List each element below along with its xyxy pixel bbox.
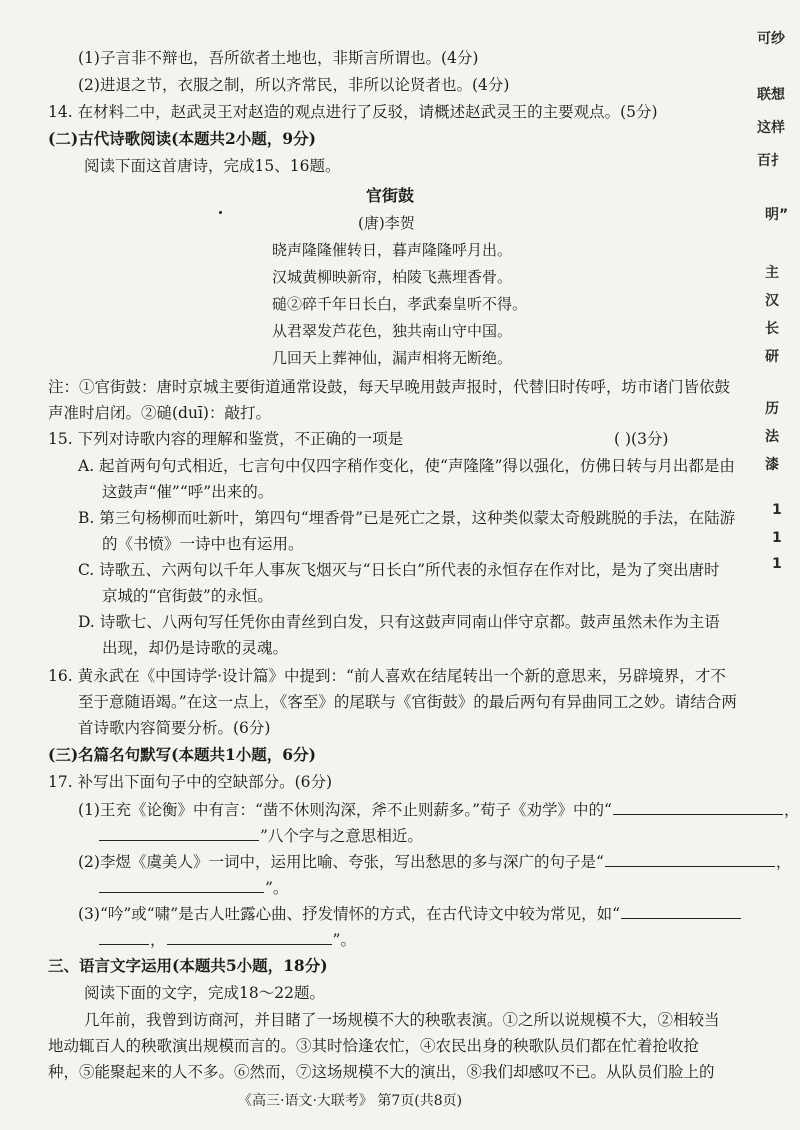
poem-line-5: 几回天上葬神仙，漏声相将无断绝。 — [272, 349, 513, 367]
margin-text-3: 这样 — [757, 120, 785, 136]
margin-text-4: 百扌 — [757, 153, 785, 169]
q17-3-line-1 — [78, 902, 742, 925]
section-recitation-heading: (三)名篇名句默写(本题共1小题，6分) — [48, 745, 316, 764]
q17-3-prompt: (3)“吟”或“啸”是古人吐露心曲、抒发情怀的方式，在古代诗文中较为常见，如“ — [78, 905, 621, 923]
question-16-line-1: 16. 黄永武在《中国诗学·设计篇》中提到：“前人喜欢在结尾转出一个新的意思来，另辟境界，才不 — [48, 667, 726, 685]
margin-text-2: 联想 — [757, 87, 785, 103]
option-d-line-1: D. 诗歌七、八两句写任凭你由青丝到白发，只有这鼓声同南山伴守京都。鼓声虽然未作为主语 — [78, 613, 720, 631]
q17-1-suffix: ”八个字与之意思相近。 — [260, 827, 423, 845]
passage-line-1: 几年前，我曾到访商河，并目睹了一场规模不大的秧歌表演。①之所以说规模不大，②相较当 — [84, 1011, 720, 1029]
poem-line-3: 磓②碎千年日长白，孝武秦皇听不得。 — [272, 295, 528, 313]
q17-2-blank-b[interactable] — [99, 876, 264, 893]
question-15: 15. 下列对诗歌内容的理解和鉴赏，不正确的一项是 — [48, 430, 404, 448]
translation-item-1: (1)子言非不辩也，吾所欲者土地也，非斯言所谓也。(4分) — [78, 49, 479, 67]
q17-2-blank-a[interactable] — [605, 850, 775, 867]
poetry-intro: 阅读下面这首唐诗，完成15、16题。 — [84, 157, 341, 175]
option-b-line-2: 的《书愤》一诗中也有运用。 — [102, 535, 304, 553]
q17-1-prompt: (1)王充《论衡》中有言：“凿不休则沟深，斧不止则薪多。”荀子《劝学》中的“ — [78, 801, 612, 819]
margin-text-6: 主 — [765, 265, 779, 281]
stray-dot — [219, 211, 222, 214]
option-a-line-1: A. 起首两句句式相近，七言句中仅四字稍作变化，使“声隆隆”得以强化，仿佛日转与月出都是由 — [78, 457, 735, 475]
option-a-line-2: 这鼓声“催”“呼”出来的。 — [102, 483, 274, 501]
poem-line-2: 汉城黄柳映新帘，柏陵飞燕埋香骨。 — [272, 268, 513, 286]
margin-text-5: 明” — [765, 207, 789, 223]
q17-1-line-1 — [78, 798, 800, 821]
margin-text-1: 可纱 — [757, 31, 785, 47]
q17-2-line-1 — [78, 850, 791, 873]
option-c-line-1: C. 诗歌五、六两句以千年人事灰飞烟灭与“日长白”所代表的永恒存在作对比，是为了突出唐时 — [78, 561, 720, 579]
margin-text-8: 长 — [765, 321, 779, 337]
comma: ， — [775, 853, 792, 871]
question-15-score: ( )(3分) — [614, 430, 669, 448]
poem-title: 官街鼓 — [366, 186, 415, 205]
margin-text-9: 研 — [765, 349, 779, 365]
q17-1-line-2 — [98, 824, 423, 847]
option-d-line-2: 出现，却仍是诗歌的灵魂。 — [102, 639, 289, 657]
q17-2-line-2 — [98, 876, 288, 899]
question-17: 17. 补写出下面句子中的空缺部分。(6分) — [48, 773, 333, 791]
section-language-heading: 三、语言文字运用(本题共5小题，18分) — [48, 956, 328, 975]
question-16-line-3: 首诗歌内容简要分析。(6分) — [78, 719, 271, 737]
question-16-line-2: 至于意随语竭。”在这一点上，《客至》的尾联与《官街鼓》的最后两句有异曲同工之妙。请结合两 — [78, 693, 737, 711]
q17-3-blank-c[interactable] — [167, 928, 332, 945]
margin-text-11: 法 — [765, 429, 779, 445]
passage-line-3: 种，⑤能聚起来的人不多。⑥然而，⑦这场规模不大的演出，⑧我们却感叹不已。从队员们脸上的 — [48, 1063, 715, 1081]
language-intro: 阅读下面的文字，完成18～22题。 — [84, 984, 325, 1002]
option-c-line-2: 京城的“官街鼓”的永恒。 — [102, 587, 273, 605]
comma: ， — [783, 801, 800, 819]
comma: ， — [150, 931, 166, 949]
q17-2-suffix: ”。 — [265, 879, 289, 897]
option-b-line-1: B. 第三句杨柳而吐新叶，第四句“埋香骨”已是死亡之景，这种类似蒙太奇般跳脱的手法，在陆游 — [78, 509, 736, 527]
poem-note-1: 注：①官街鼓：唐时京城主要街道通常设鼓，每天早晚用鼓声报时，代替旧时传呼，坊市诸门皆依鼓 — [48, 378, 731, 396]
q17-3-blank-b[interactable] — [99, 928, 149, 945]
q17-1-blank-a[interactable] — [613, 798, 783, 815]
margin-text-7: 汉 — [765, 293, 779, 309]
poem-note-2: 声准时启闭。②磓(duī)：敲打。 — [48, 404, 271, 422]
margin-text-12: 漆 — [765, 457, 779, 473]
q17-3-suffix: ”。 — [332, 931, 356, 949]
question-14: 14. 在材料二中，赵武灵王对赵造的观点进行了反驳，请概述赵武灵王的主要观点。(5分) — [48, 103, 658, 121]
poem-author: (唐)李贺 — [358, 214, 415, 232]
poem-line-1: 晓声隆隆催转日，暮声隆隆呼月出。 — [272, 241, 513, 259]
margin-text-15: 1 — [772, 556, 782, 572]
q17-3-line-2 — [98, 928, 356, 951]
margin-text-14: 1 — [772, 530, 782, 546]
q17-3-blank-a[interactable] — [621, 902, 741, 919]
section-poetry-heading: (二)古代诗歌阅读(本题共2小题，9分) — [48, 129, 316, 148]
translation-item-2: (2)进退之节，衣服之制，所以齐常民，非所以论贤者也。(4分) — [78, 76, 510, 94]
passage-line-2: 地动辄百人的秧歌演出规模而言的。③其时恰逢农忙，④农民出身的秧歌队员们都在忙着抢收抢 — [48, 1037, 700, 1055]
poem-line-4: 从君翠发芦花色，独共南山守中国。 — [272, 322, 513, 340]
page-footer: 《高三·语文·大联考》 第7页(共8页) — [238, 1093, 463, 1109]
q17-1-blank-b[interactable] — [99, 824, 259, 841]
margin-text-13: 1 — [772, 502, 782, 518]
margin-text-10: 历 — [765, 401, 779, 417]
q17-2-prompt: (2)李煜《虞美人》一词中，运用比喻、夸张，写出愁思的多与深广的句子是“ — [78, 853, 604, 871]
